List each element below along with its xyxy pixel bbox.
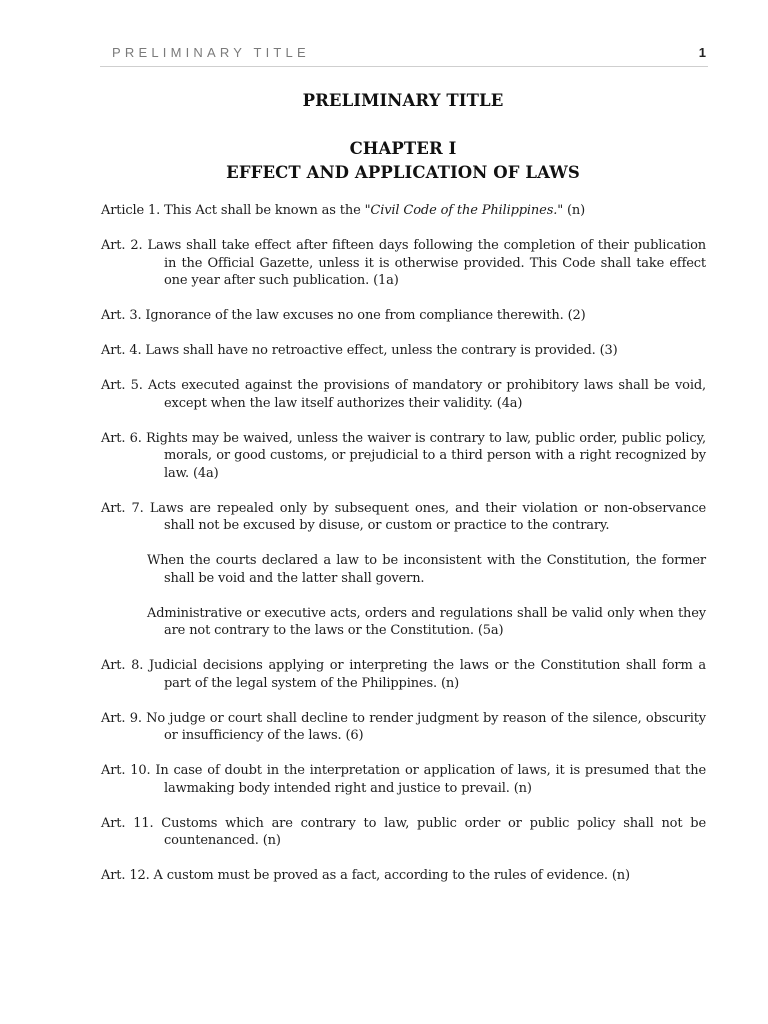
article-2: Art. 2. Laws shall take effect after fifteen days following the completion of their publication in the Official Gazette, unless it is otherwise provided. This Code shall take effect one year after such publication. (1a) — [101, 238, 706, 288]
article-9: Art. 9. No judge or court shall decline to render judgment by reason of the silence, obscurity or insufficiency of the laws. (6) — [101, 710, 706, 743]
chapter-number: CHAPTER I — [349, 139, 457, 158]
article-7-paragraph-3: Administrative or executive acts, orders and regulations shall be valid only when they are not contrary to the laws or the Constitution. (5a) — [147, 605, 706, 638]
article-8: Art. 8. Judicial decisions applying or interpreting the laws or the Constitution shall form a part of the legal system of the Philippines. (n) — [101, 658, 706, 691]
article-1-prefix: Article 1. This Act shall be known as the — [101, 203, 365, 218]
article-3: Art. 3. Ignorance of the law excuses no one from compliance therewith. (2) — [101, 308, 586, 323]
running-header-title: PRELIMINARY TITLE — [112, 45, 310, 60]
article-12: Art. 12. A custom must be proved as a fact, according to the rules of evidence. (n) — [101, 868, 630, 883]
article-6: Art. 6. Rights may be waived, unless the waiver is contrary to law, public order, public policy, morals, or good customs, or prejudicial to a third person with a right recognized by law. (4a) — [101, 430, 706, 481]
article-10: Art. 10. In case of doubt in the interpretation or application of laws, it is presumed that the lawmaking body intended right and justice to prevail. (n) — [101, 763, 706, 796]
article-11: Art. 11. Customs which are contrary to law, public order or public policy shall not be countenanced. (n) — [101, 815, 706, 848]
article-1-suffix: (n) — [563, 203, 586, 218]
chapter-title: EFFECT AND APPLICATION OF LAWS — [226, 163, 580, 182]
article-1 — [101, 202, 706, 220]
article-7: Art. 7. Laws are repealed only by subsequent ones, and their violation or non-observance shall not be excused by disuse, or custom or practice to the contrary. — [101, 500, 706, 533]
document-title: PRELIMINARY TITLE — [302, 91, 504, 110]
article-7-paragraph-2: When the courts declared a law to be inconsistent with the Constitution, the former shall be void and the latter shall govern. — [147, 553, 706, 586]
page-number: 1 — [698, 45, 706, 60]
code-name-quote: "Civil Code of the Philippines." — [364, 203, 564, 218]
article-4: Art. 4. Laws shall have no retroactive effect, unless the contrary is provided. (3) — [101, 343, 618, 358]
articles-body — [101, 202, 706, 885]
page-header — [100, 42, 708, 67]
article-5: Art. 5. Acts executed against the provisions of mandatory or prohibitory laws shall be void, except when the law itself authorizes their validity. (4a) — [101, 378, 706, 411]
